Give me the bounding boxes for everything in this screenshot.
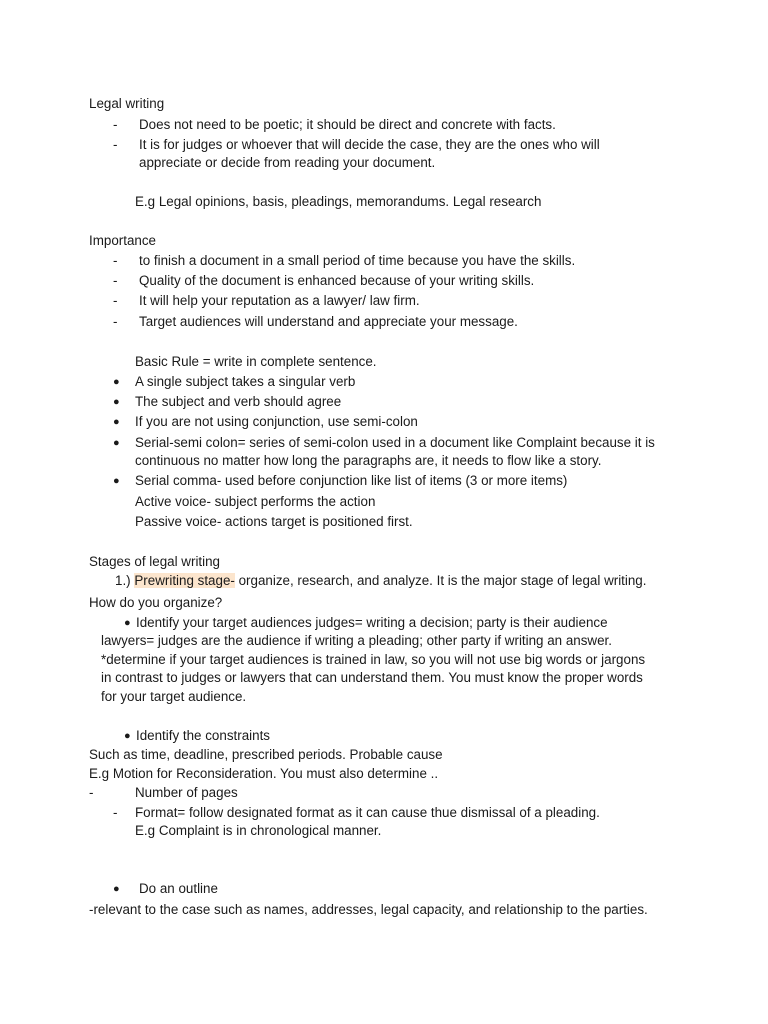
stage-number: 1.): [115, 573, 131, 588]
paragraph-line: *determine if your target audiences is trained in law, so you will not use big words or jargons: [101, 652, 646, 667]
dash-marker: -: [113, 314, 118, 329]
stage-description: organize, research, and analyze. It is the major stage of legal writing.: [238, 573, 647, 588]
list-item: Do an outline: [139, 881, 218, 896]
dash-marker: -: [113, 253, 118, 268]
list-item: Format= follow designated format as it can cause thue dismissal of a pleading.: [135, 805, 600, 820]
list-item-continuation: appreciate or decide from reading your document.: [139, 155, 436, 170]
list-item: Quality of the document is enhanced because of your writing skills.: [139, 273, 535, 288]
bullet-marker: ●: [113, 437, 120, 449]
stage-line: [115, 572, 646, 590]
paragraph-line: in contrast to judges or lawyers that can understand them. You must know the proper words: [101, 670, 643, 685]
list-item: The subject and verb should agree: [135, 394, 342, 409]
list-item: Identify your target audiences judges= writing a decision; party is their audience: [136, 615, 608, 630]
dash-marker: -: [113, 117, 118, 132]
bullet-marker: ●: [124, 730, 131, 742]
list-item: Serial-semi colon= series of semi-colon used in a document like Complaint because it is: [135, 435, 655, 450]
dash-marker: -: [89, 785, 94, 800]
list-item-continuation: E.g Complaint is in chronological manner.: [135, 823, 382, 838]
list-item-continuation: continuous no matter how long the paragraphs are, it needs to flow like a story.: [135, 453, 602, 468]
dash-marker: -: [113, 293, 118, 308]
heading-stages: Stages of legal writing: [89, 554, 221, 569]
list-item: A single subject takes a singular verb: [135, 374, 356, 389]
paragraph-line: Such as time, deadline, prescribed periods. Probable cause: [89, 747, 443, 762]
list-item: Identify the constraints: [136, 728, 270, 743]
dash-marker: -: [113, 805, 118, 820]
bullet-marker: ●: [113, 883, 120, 895]
list-item: to finish a document in a small period of time because you have the skills.: [139, 253, 576, 268]
passive-voice-line: Passive voice- actions target is positioned first.: [135, 514, 413, 529]
list-item: Target audiences will understand and appreciate your message.: [139, 314, 518, 329]
heading-legal-writing: Legal writing: [89, 96, 165, 111]
example-line: E.g Legal opinions, basis, pleadings, memorandums. Legal research: [135, 194, 542, 209]
basic-rule-line: Basic Rule = write in complete sentence.: [135, 354, 377, 369]
list-item: It will help your reputation as a lawyer/ law firm.: [139, 293, 420, 308]
list-item: It is for judges or whoever that will decide the case, they are the ones who will: [139, 137, 600, 152]
dash-marker: -: [113, 137, 118, 152]
list-item: Serial comma- used before conjunction like list of items (3 or more items): [135, 473, 568, 488]
list-item: Does not need to be poetic; it should be direct and concrete with facts.: [139, 117, 556, 132]
paragraph-line: E.g Motion for Reconsideration. You must also determine ..: [89, 766, 439, 781]
paragraph-line: -relevant to the case such as names, addresses, legal capacity, and relationship to the parties.: [89, 902, 648, 917]
heading-importance: Importance: [89, 233, 156, 248]
question-line: How do you organize?: [89, 595, 223, 610]
bullet-marker: ●: [113, 416, 120, 428]
paragraph-line: for your target audience.: [101, 689, 247, 704]
active-voice-line: Active voice- subject performs the action: [135, 494, 376, 509]
dash-marker: -: [113, 273, 118, 288]
highlighted-stage-name: Prewriting stage-: [134, 573, 235, 588]
bullet-marker: ●: [113, 396, 120, 408]
paragraph-line: lawyers= judges are the audience if writing a pleading; other party if writing an answer.: [101, 633, 612, 648]
list-item: If you are not using conjunction, use semi-colon: [135, 414, 418, 429]
bullet-marker: ●: [124, 617, 131, 629]
bullet-marker: ●: [113, 376, 120, 388]
bullet-marker: ●: [113, 475, 120, 487]
list-item: Number of pages: [135, 785, 238, 800]
